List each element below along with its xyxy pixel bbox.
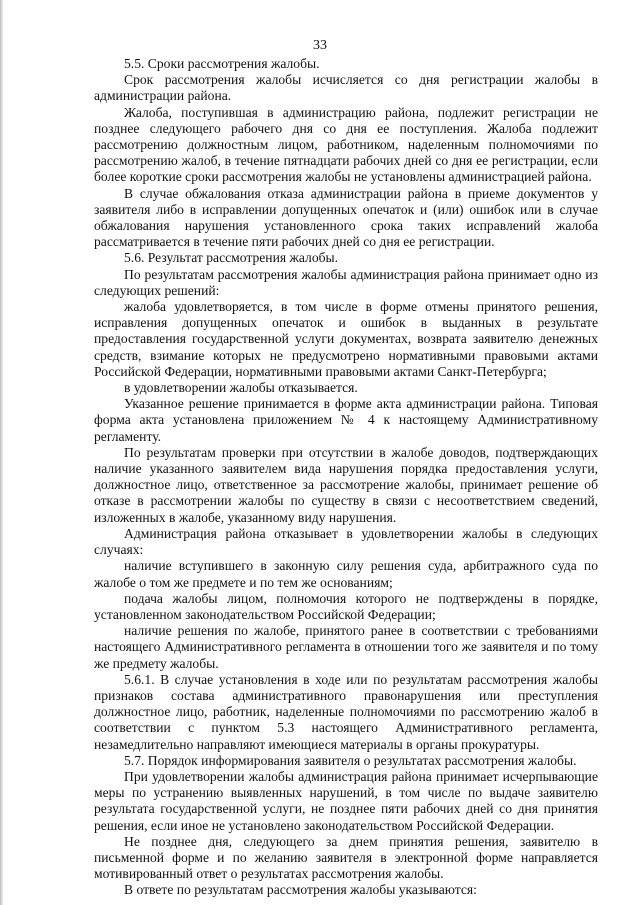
scan-edge — [0, 0, 3, 905]
paragraph: Администрация района отказывает в удовлетворении жалобы в следующих случаях: — [94, 525, 598, 558]
paragraph: В случае обжалования отказа администрации района в приеме документов у заявителя либо в исправлении допущенных опечаток и (или) ошибок или в случае обжалования нарушения установленного срока таких исправлений жалоба рассматривается в течение пяти рабочих дней со дня ее регистрации. — [94, 185, 598, 250]
list-item: подача жалобы лицом, полномочия которого не подтверждены в порядке, установленном законодательством Российской Федерации; — [94, 590, 598, 622]
paragraph: При удовлетворении жалобы администрация района принимает исчерпывающие меры по устранению выявленных нарушений, в том числе по выдаче заявителю результата государственной услуги, не позднее пяти рабочих дней со дня принятия решения, если иное не установлено законодательством Российской Федерации. — [94, 768, 598, 833]
paragraph: По результатам рассмотрения жалобы администрация района принимает одно из следующих решений: — [94, 266, 598, 298]
list-item: жалоба удовлетворяется, в том числе в форме отмены принятого решения, исправления допущенных опечаток и ошибок в выданных в результате предоставления государственной услуги документах, возврата заявителю денежных средств, взимание которых не предусмотрено нормативными правовыми актами Российской Федерации, нормативными правовыми актами Санкт-Петербурга; — [94, 299, 598, 379]
section-heading-5-7: 5.7. Порядок информирования заявителя о результатах рассмотрения жалобы. — [124, 752, 577, 768]
paragraph: Указанное решение принимается в форме акта администрации района. Типовая форма акта установлена приложением № 4 к настоящему Административному регламенту. — [94, 396, 598, 444]
paragraph: Жалоба, поступившая в администрацию района, подлежит регистрации не позднее следующего рабочего дня со дня ее поступления. Жалоба подлежит рассмотрению должностным лицом, работником, наделенным полномочиями по рассмотрению жалоб, в течение пятнадцати рабочих дней со дня ее регистрации, если более короткие сроки рассмотрения жалобы не установлены администрацией района. — [94, 104, 598, 185]
list-item: наличие решения по жалобе, принятого ранее в соответствии с требованиями настоящего Административного регламента в отношении того же заявителя и по тому же предмету жалобы. — [94, 623, 598, 671]
list-item: в удовлетворении жалобы отказывается. — [124, 380, 358, 396]
paragraph: Срок рассмотрения жалобы исчисляется со дня регистрации жалобы в администрации района. — [94, 72, 598, 104]
paragraph: В ответе по результатам рассмотрения жалобы указываются: — [124, 882, 477, 898]
paragraph: Не позднее дня, следующего за днем принятия решения, заявителю в письменной форме и по желанию заявителя в электронной форме направляется мотивированный ответ о результатах рассмотрения жалобы. — [94, 833, 598, 882]
section-5-6-1: 5.6.1. В случае установления в ходе или по результатам рассмотрения жалобы признаков состава административного правонарушения или преступления должностное лицо, работник, наделенные полномочиями по рассмотрению жалоб в соответствии с пунктом 5.3 настоящего Административного регламента, незамедлительно направляют имеющиеся материалы в органы прокуратуры. — [94, 671, 598, 752]
document-body — [94, 56, 598, 899]
list-item: наличие вступившего в законную силу решения суда, арбитражного суда по жалобе о том же предмете и по тем же основаниям; — [94, 558, 598, 590]
section-heading-5-6: 5.6. Результат рассмотрения жалобы. — [124, 250, 339, 266]
paragraph: По результатам проверки при отсутствии в жалобе доводов, подтверждающих наличие указанного заявителем вида нарушения порядка предоставления услуги, должностное лицо, ответственное за рассмотрение жалобы, принимает решение об отказе в рассмотрении жалобы по существу в связи с несоответствием сведений, изложенных в жалобе, указанному виду нарушения. — [94, 444, 598, 525]
section-heading-5-5: 5.5. Сроки рассмотрения жалобы. — [124, 56, 320, 71]
page-number: 33 — [313, 38, 327, 53]
